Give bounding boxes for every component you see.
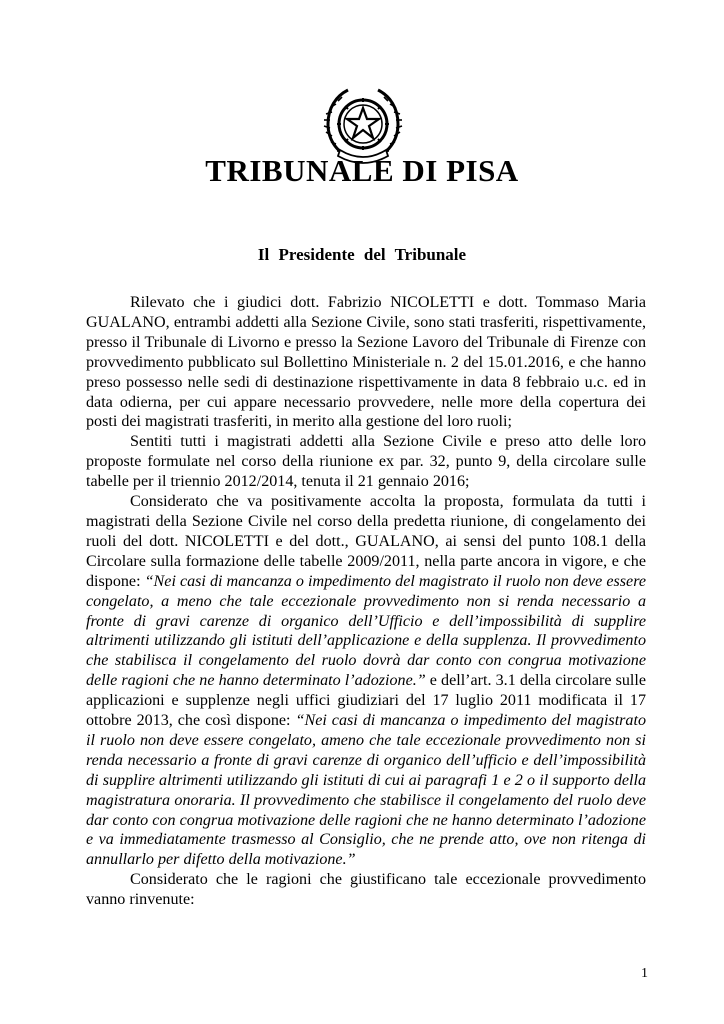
page-subtitle: Il Presidente del Tribunale <box>257 245 467 264</box>
paragraph-rilevato: Rilevato che i giudici dott. Fabrizio NICOLETTI e dott. Tommaso Maria GUALANO, entrambi addetti alla Sezione Civile, sono stati trasferiti, rispettivamente, presso il Tribunale di Livorno e presso la Sezione Lavoro del Tribunale di Firenze con provvedimento pubblicato sul Bollettino Ministeriale n. 2 del 15.01.2016, e che hanno preso possesso nelle sedi di destinazione rispettivamente in data 8 febbraio u.c. ed in data odierna, per cui appare necessario provvedere, nelle more della copertura dei posti dei magistrati trasferiti, in merito alla gestione del loro ruoli; <box>86 294 646 431</box>
paragraph-considerato-ragioni: Considerato che le ragioni che giustificano tale eccezionale provvedimento vanno rinvenute: <box>86 871 646 909</box>
paragraph-considerato <box>86 492 646 870</box>
quote-circolare-tabelle: “Nei casi di mancanza o impedimento del magistrato il ruolo non deve essere congelato, a meno che tale eccezionale provvedimento non si renda necessario a fronte di gravi carenze di organico dell’Ufficio e dell’impossibilità di supplire altrimenti utilizzando gli istituti dell’applicazione e della supplenza. Il provvedimento che stabilisca il congelamento del ruolo dovrà dar conto con congrua motivazione delle ragioni che ne hanno determinato l’adozione.” <box>86 572 647 690</box>
paragraph-considerato-text-b: e dell’art. 3.1 della circolare sulle applicazioni e supplenze negli uffici giudiziari del 17 luglio 2011 modificata il 17 ottobre 2013, che così dispone: <box>86 672 646 730</box>
document-body <box>86 293 646 910</box>
page-title: TRIBUNALE DI PISA <box>205 153 519 188</box>
paragraph-sentiti: Sentiti tutti i magistrati addetti alla Sezione Civile e preso atto delle loro proposte formulate nel corso della riunione ex par. 32, punto 9, della circolare sulle tabelle per il triennio 2012/2014, tenuta il 21 gennaio 2016; <box>86 433 646 491</box>
paragraph-considerato-text-a: Considerato che va positivamente accolta la proposta, formulata da tutti i magistrati della Sezione Civile nel corso della predetta riunione, di congelamento dei ruoli del dott. NICOLETTI e del dott., GUALANO, ai sensi del punto 108.1 della Circolare sulla formazione delle tabelle 2009/2011, nella parte ancora in vigore, e che dispone: <box>86 493 646 590</box>
quote-circolare-applicazioni: “Nei casi di mancanza o impedimento del magistrato il ruolo non deve essere congelato, ameno che tale eccezionale provvedimento non si renda necessario a fronte di gravi carenze di organico dell’ufficio e dell’impossibilità di supplire altrimenti utilizzando gli istituti di cui ai paragrafi 1 e 2 o il supporto della magistratura onoraria. Il provvedimento che stabilisce il congelamento del ruolo deve dar conto con congrua motivazione delle ragioni che ne hanno determinato l’adozione e va immediatamente trasmesso al Consiglio, che ne prende atto, ove non ritenga di annullarlo per difetto della motivazione.” <box>86 712 646 869</box>
page-number: 1 <box>641 966 648 981</box>
